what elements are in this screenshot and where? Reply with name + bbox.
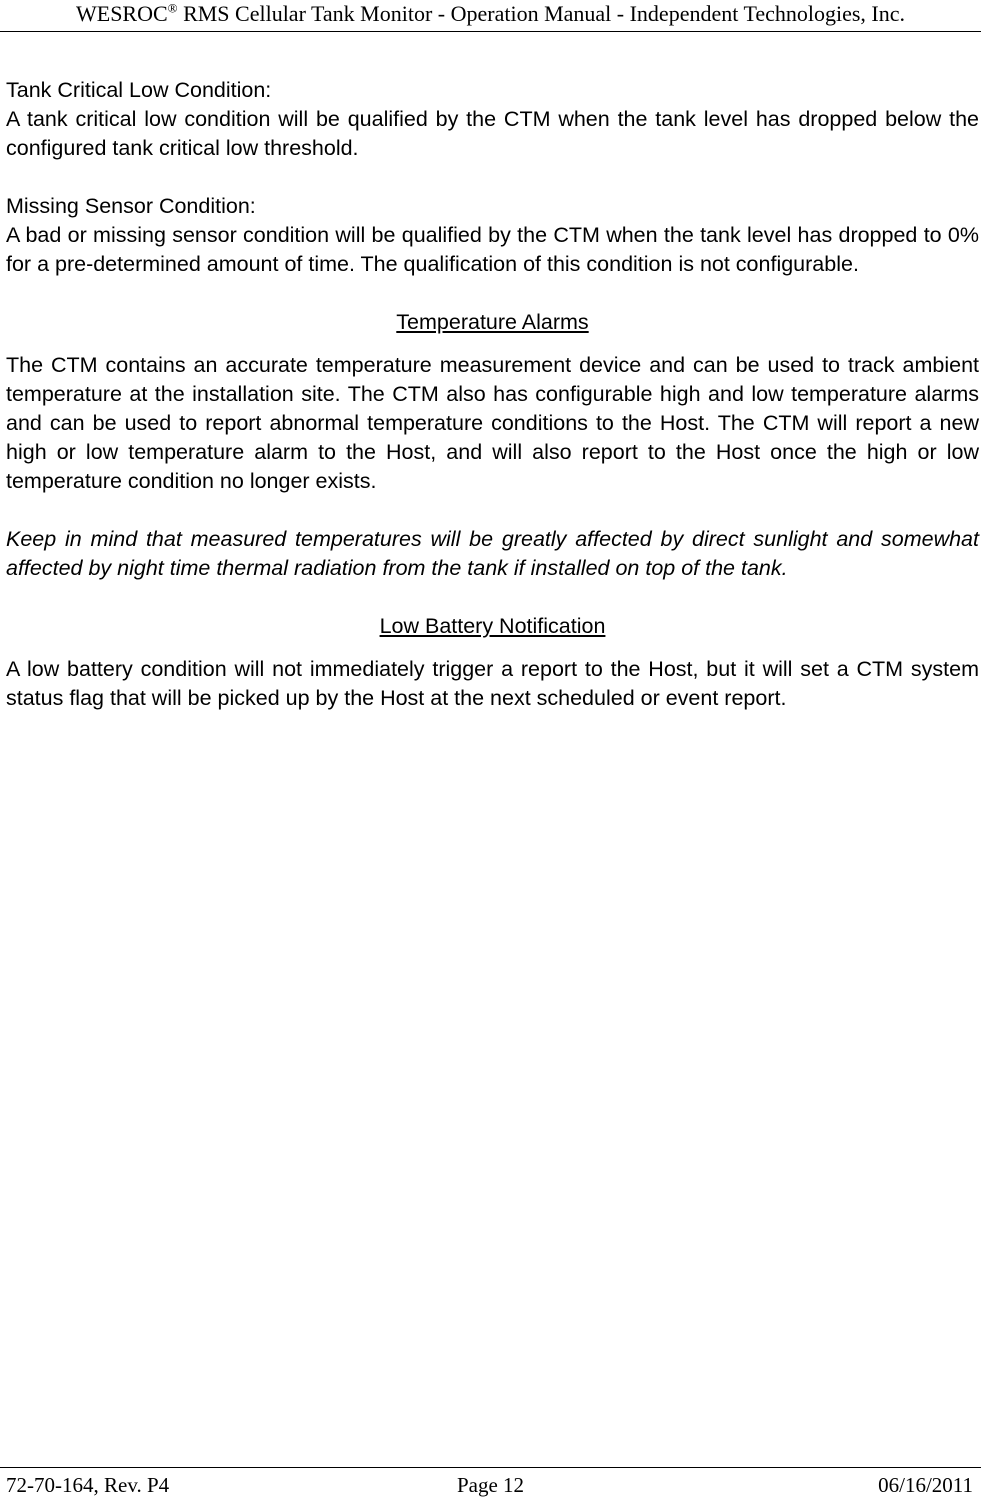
header-brand: WESROC	[75, 1, 168, 26]
document-number: 72-70-164, Rev. P4	[6, 1473, 170, 1497]
temperature-alarms-body: The CTM contains an accurate temperature measurement device and can be used to track ambient temperature at the installation site. The CTM also has configurable high and low temperature alarms and can be used to report abnormal temperature conditions to the Host. The CTM will report a new high or low temperature alarm to the Host, and will also report to the Host once the high or low temperature condition no longer exists.	[6, 353, 979, 493]
page-header	[0, 0, 981, 32]
page-number: Page 12	[456, 1473, 525, 1497]
registered-mark: ®	[167, 0, 178, 16]
missing-sensor-label: Missing Sensor Condition:	[6, 194, 256, 218]
page-footer	[0, 1467, 981, 1501]
document-date: 06/16/2011	[878, 1473, 973, 1497]
critical-low-section	[6, 76, 979, 163]
critical-low-label: Tank Critical Low Condition:	[6, 78, 272, 102]
page-content	[6, 76, 979, 742]
missing-sensor-body: A bad or missing sensor condition will be qualified by the CTM when the tank level has dropped to 0% for a pre-determined amount of time. The qualification of this condition is not configurable.	[6, 223, 979, 276]
missing-sensor-section	[6, 192, 979, 279]
low-battery-heading: Low Battery Notification	[379, 614, 606, 638]
temperature-note: Keep in mind that measured temperatures will be greatly affected by direct sunlight and somewhat affected by night time thermal radiation from the tank if installed on top of the tank.	[6, 527, 979, 580]
header-title: RMS Cellular Tank Monitor - Operation Manual - Independent Technologies, Inc.	[177, 1, 906, 26]
temperature-alarms-section	[6, 351, 979, 496]
temperature-note-section	[6, 525, 979, 583]
critical-low-body: A tank critical low condition will be qualified by the CTM when the tank level has dropped below the configured tank critical low threshold.	[6, 107, 979, 160]
low-battery-section	[6, 655, 979, 713]
temperature-alarms-heading: Temperature Alarms	[396, 310, 589, 334]
low-battery-body: A low battery condition will not immediately trigger a report to the Host, but it will set a CTM system status flag that will be picked up by the Host at the next scheduled or event report.	[6, 657, 979, 710]
